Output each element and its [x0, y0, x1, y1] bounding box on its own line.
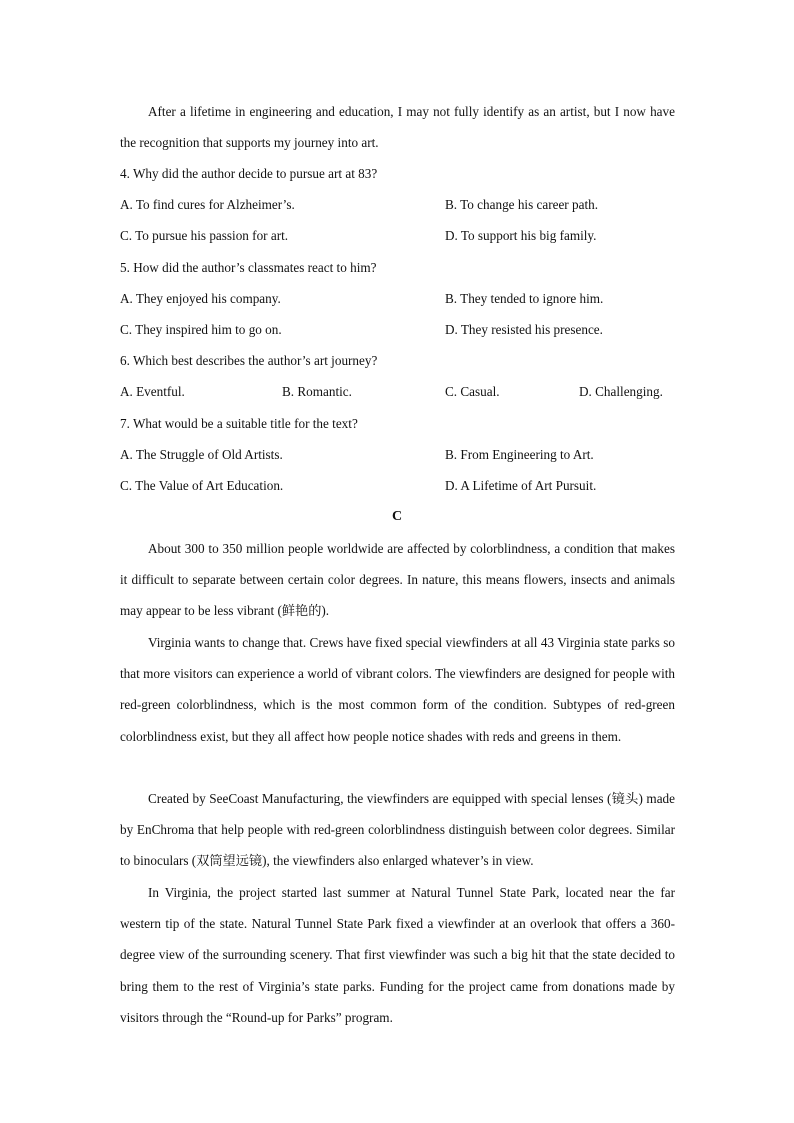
question-7-stem: 7. What would be a suitable title for the text?: [120, 416, 358, 431]
section-c-paragraph-2: Virginia wants to change that. Crews have fixed special viewfinders at all 43 Virginia state parks so that more visitors can experience a world of vibrant colors. The viewfinders are designed for people with red-green colorblindness, which is the most common form of the condition. Subtypes of red-green colorblindness exist, but they all affect how people notice shades with reds and greens in them.: [120, 635, 675, 744]
question-4-stem: 4. Why did the author decide to pursue art at 83?: [120, 166, 378, 181]
question-4-option-d: D. To support his big family.: [445, 228, 597, 243]
question-5-option-d: D. They resisted his presence.: [445, 322, 603, 337]
section-c-paragraph-1: About 300 to 350 million people worldwide are affected by colorblindness, a condition that makes it difficult to separate between certain color degrees. In nature, this means flowers, insects and animals may appear to be less vibrant (鲜艳的).: [120, 541, 675, 619]
question-4-option-a: A. To find cures for Alzheimer’s.: [120, 197, 295, 212]
question-6-option-b: B. Romantic.: [282, 384, 352, 399]
question-7-option-d: D. A Lifetime of Art Pursuit.: [445, 478, 597, 493]
question-6-option-a: A. Eventful.: [120, 384, 185, 399]
intro-paragraph: After a lifetime in engineering and education, I may not fully identify as an artist, but I now have the recognition that supports my journey into art.: [120, 104, 675, 151]
section-c-paragraph-3: Created by SeeCoast Manufacturing, the viewfinders are equipped with special lenses (镜头) made by EnChroma that help people with red-green colorblindness distinguish between color degrees. Similar to binoculars (双筒望远镜), the viewfinders also enlarged whatever’s in view.: [120, 791, 675, 869]
question-4-option-b: B. To change his career path.: [445, 197, 598, 212]
question-6-option-c: C. Casual.: [445, 384, 500, 399]
section-c-paragraph-4: In Virginia, the project started last summer at Natural Tunnel State Park, located near the far western tip of the state. Natural Tunnel State Park fixed a viewfinder at an overlook that offers a 360-degree view of the surrounding scenery. That first viewfinder was such a big hit that the state decided to bring them to the rest of Virginia’s state parks. Funding for the project came from donations made by visitors through the “Round-up for Parks” program.: [120, 885, 675, 1025]
question-5-stem: 5. How did the author’s classmates react to him?: [120, 260, 377, 275]
question-7-option-a: A. The Struggle of Old Artists.: [120, 447, 283, 462]
question-5-option-a: A. They enjoyed his company.: [120, 291, 281, 306]
question-5-option-b: B. They tended to ignore him.: [445, 291, 604, 306]
question-5-option-c: C. They inspired him to go on.: [120, 322, 282, 337]
question-6-option-d: D. Challenging.: [579, 384, 663, 399]
question-6-stem: 6. Which best describes the author’s art journey?: [120, 353, 378, 368]
section-c-title: C: [391, 509, 403, 524]
question-7-option-c: C. The Value of Art Education.: [120, 478, 284, 493]
question-4-option-c: C. To pursue his passion for art.: [120, 228, 289, 243]
question-7-option-b: B. From Engineering to Art.: [445, 447, 594, 462]
